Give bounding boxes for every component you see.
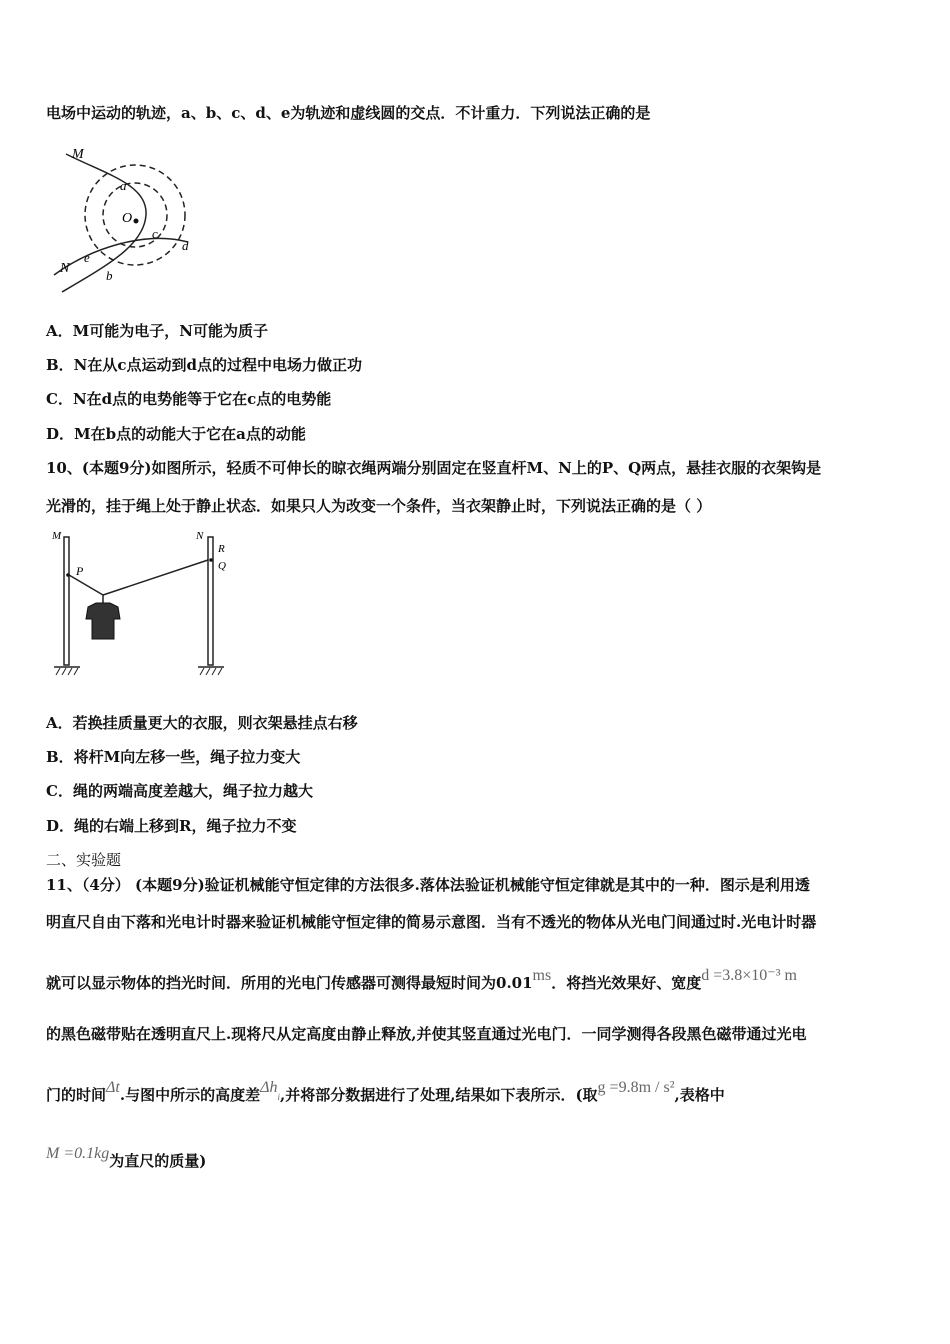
- q10-option-c: C．绳的两端高度差越大，绳子拉力越大: [46, 782, 313, 800]
- q11-symbol-dt: Δt: [106, 1079, 120, 1096]
- q11-line3: [46, 967, 797, 993]
- section-title: 二、实验题: [46, 851, 122, 869]
- label-M: M: [52, 530, 62, 542]
- label-N: N: [60, 261, 70, 276]
- q10-stem-line1: 10、(本题9分)如图所示，轻质不可伸长的晾衣绳两端分别固定在竖直杆M、N上的P、Q两点，悬挂衣服的衣架钩是: [46, 459, 822, 477]
- label-O: O: [122, 211, 133, 226]
- q11-line5-text-c: ,并将部分数据进行了处理,结果如下表所示．(取: [280, 1086, 598, 1104]
- label-P: P: [76, 564, 84, 578]
- q11-formula-d: d =3.8×10⁻³ m: [701, 967, 797, 984]
- q10-stem-line2: 光滑的，挂于绳上处于静止状态．如果只人为改变一个条件，当衣架静止时，下列说法正确的是（ ）: [46, 497, 712, 515]
- q11-line6: [46, 1145, 207, 1171]
- shirt-icon: [86, 603, 120, 639]
- label-a: a: [120, 178, 127, 193]
- label-N: N: [196, 530, 204, 542]
- rope-left: [69, 575, 103, 595]
- label-b: b: [106, 268, 113, 283]
- q11-line1: 11、（4分） (本题9分)验证机械能守恒定律的方法很多.落体法验证机械能守恒定律就是其中的一种．图示是利用透: [46, 876, 810, 894]
- q11-formula-g: g =9.8m / s²: [597, 1079, 675, 1096]
- q9-option-c: C．N在d点的电势能等于它在c点的电势能: [46, 390, 332, 408]
- q11-symbol-dh: Δh: [260, 1079, 278, 1096]
- q10-option-b: B．将杆M向左移一些，绳子拉力变大: [46, 748, 301, 766]
- q9-trajectory-figure: [48, 140, 198, 300]
- label-e: e: [84, 250, 90, 265]
- q9-stem-tail: 电场中运动的轨迹，a、b、c、d、e为轨迹和虚线圆的交点．不计重力．下列说法正确的是: [46, 104, 651, 122]
- q10-clothesline-figure: [48, 527, 248, 682]
- q9-option-a: A．M可能为电子，N可能为质子: [46, 322, 268, 340]
- q9-option-d: D．M在b点的动能大于它在a点的动能: [46, 425, 306, 443]
- q11-line5: [46, 1079, 725, 1105]
- label-c: c: [152, 226, 158, 241]
- q11-unit-ms: ms: [532, 967, 552, 984]
- pole-M: [64, 537, 69, 665]
- label-M: M: [72, 147, 84, 162]
- label-d: d: [182, 238, 189, 253]
- q11-line6-text: 为直尺的质量): [109, 1152, 207, 1170]
- q10-option-d: D．绳的右端上移到R，绳子拉力不变: [46, 817, 297, 835]
- q11-formula-M: M =0.1kg: [46, 1145, 110, 1162]
- q11-line4: 的黑色磁带贴在透明直尺上.现将尺从定高度由静止释放,并使其竖直通过光电门．一同学测得各段黑色磁带通过光电: [46, 1025, 807, 1043]
- q9-option-b: B．N在从c点运动到d点的过程中电场力做正功: [46, 356, 363, 374]
- rope-right: [103, 560, 208, 595]
- label-R: R: [218, 543, 225, 555]
- q11-symbol-dh-sub: i: [277, 1092, 280, 1102]
- label-Q: Q: [218, 560, 226, 572]
- q10-option-a: A．若换挂质量更大的衣服，则衣架悬挂点右移: [46, 714, 358, 732]
- q11-line3-text-b: ．将挡光效果好、宽度: [551, 974, 702, 992]
- q11-line3-text-a: 就可以显示物体的挡光时间．所用的光电门传感器可测得最短时间为0.01: [46, 974, 533, 992]
- pole-N: [208, 537, 213, 665]
- q11-line5-text-a: 门的时间: [46, 1086, 107, 1104]
- q11-line5-text-d: ,表格中: [674, 1086, 725, 1104]
- q11-line5-text-b: .与图中所示的高度差: [119, 1086, 261, 1104]
- q11-line2: 明直尺自由下落和光电计时器来验证机械能守恒定律的简易示意图．当有不透光的物体从光电门间通过时.光电计时器: [46, 913, 817, 931]
- trajectory-N: [54, 238, 188, 275]
